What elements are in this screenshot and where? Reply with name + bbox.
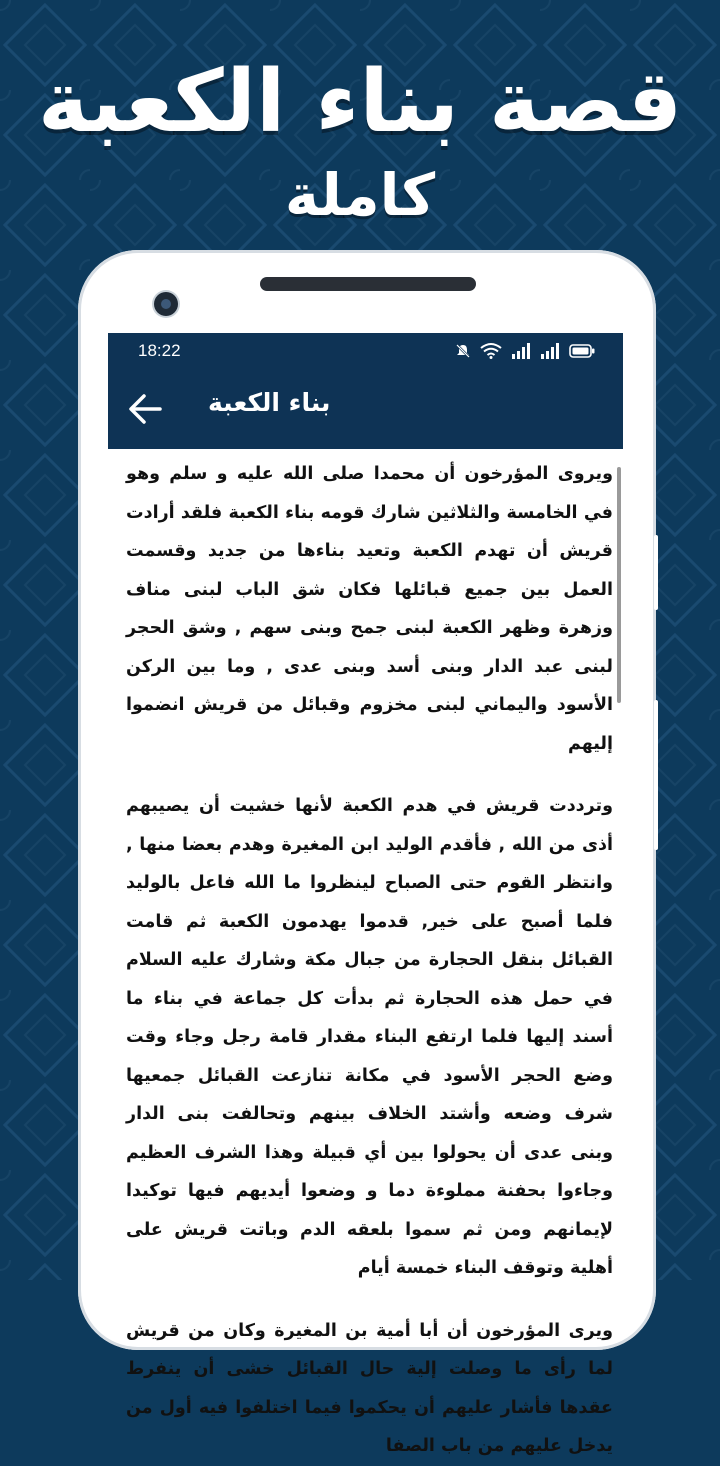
promo-subheadline: كاملة [284, 161, 436, 229]
phone-side-button [654, 535, 658, 610]
status-time: 18:22 [138, 341, 181, 360]
wifi-icon [480, 343, 502, 359]
story-paragraph: وترددت قريش في هدم الكعبة لأنها خشيت أن يصيبهم أذى من الله , فأقدم الوليد ابن المغيرة وهدم بعضا منها , وانتظر القوم حتى الصباح لينظروا ما الله فاعل بالوليد فلما أصبح على خير, قدموا يهدمون الكعبة ثم قامت القبائل بنقل الحجارة من جبال مكة وشارك عليه السلام في حمل هذه الحجارة ثم بدأت كل جماعة في بناء ما أسند إليها فلما ارتفع البناء مقدار قامة رجل وجاء وقت وضع الحجر الأسود في مكانة تنازعت القبائل جمعيها شرف وضعه وأشتد الخلاف بينهم وتحالفت بنى الدار وبنى عدى أن يحولوا بين أي قبيلة وهذا الشرف العظيم وجاءوا بحفنة مملوءة دما و وضعوا أيديهم فيها توكيدا لإيمانهم ومن ثم سموا بلعقه الدم وباتت قريش على أهلية وتوقف البناء خمسة أيام [126, 796, 613, 1278]
story-paragraph: ويرى المؤرخون أن أبا أمية بن المغيرة وكان من قريش لما رأى ما وصلت إلية حال القبائل خشى أن ينفرط عقدها فأشار عليهم أن يحكموا فيما اختلفوا فيه أول من يدخل عليهم من باب الصفا [126, 1320, 613, 1456]
app-bar [108, 367, 623, 449]
scrollbar[interactable] [617, 467, 621, 703]
phone-camera [154, 292, 178, 316]
battery-icon [569, 344, 595, 358]
signal-icon [511, 343, 531, 359]
phone-screen [108, 333, 623, 1456]
signal-icon [540, 343, 560, 359]
story-content[interactable] [108, 449, 623, 1456]
phone-side-button [654, 700, 658, 850]
phone-speaker [260, 277, 476, 291]
story-paragraph: ويروى المؤرخون أن محمدا صلى الله عليه و سلم وهو في الخامسة والثلاثين شارك قومه بناء الكعبة فلقد أرادت قريش أن تهدم الكعبة وتعيد بناءها من جديد وقسمت العمل بين جميع قبائلها فكان شق الباب لبنى مناف وزهرة وظهر الكعبة لبنى جمح وبنى سهم , وشق الحجر لبنى عبد الدار وبنى أسد وبنى عدى , وما بين الركن الأسود واليماني لبنى مخزوم وقبائل من قريش انضموا إليهم [126, 464, 613, 754]
status-bar [108, 333, 623, 367]
app-title: بناء الكعبة [208, 388, 331, 417]
mute-icon [455, 343, 471, 359]
arrow-left-icon[interactable] [126, 389, 166, 429]
promo-headline: قصة بناء الكعبة [37, 52, 683, 152]
